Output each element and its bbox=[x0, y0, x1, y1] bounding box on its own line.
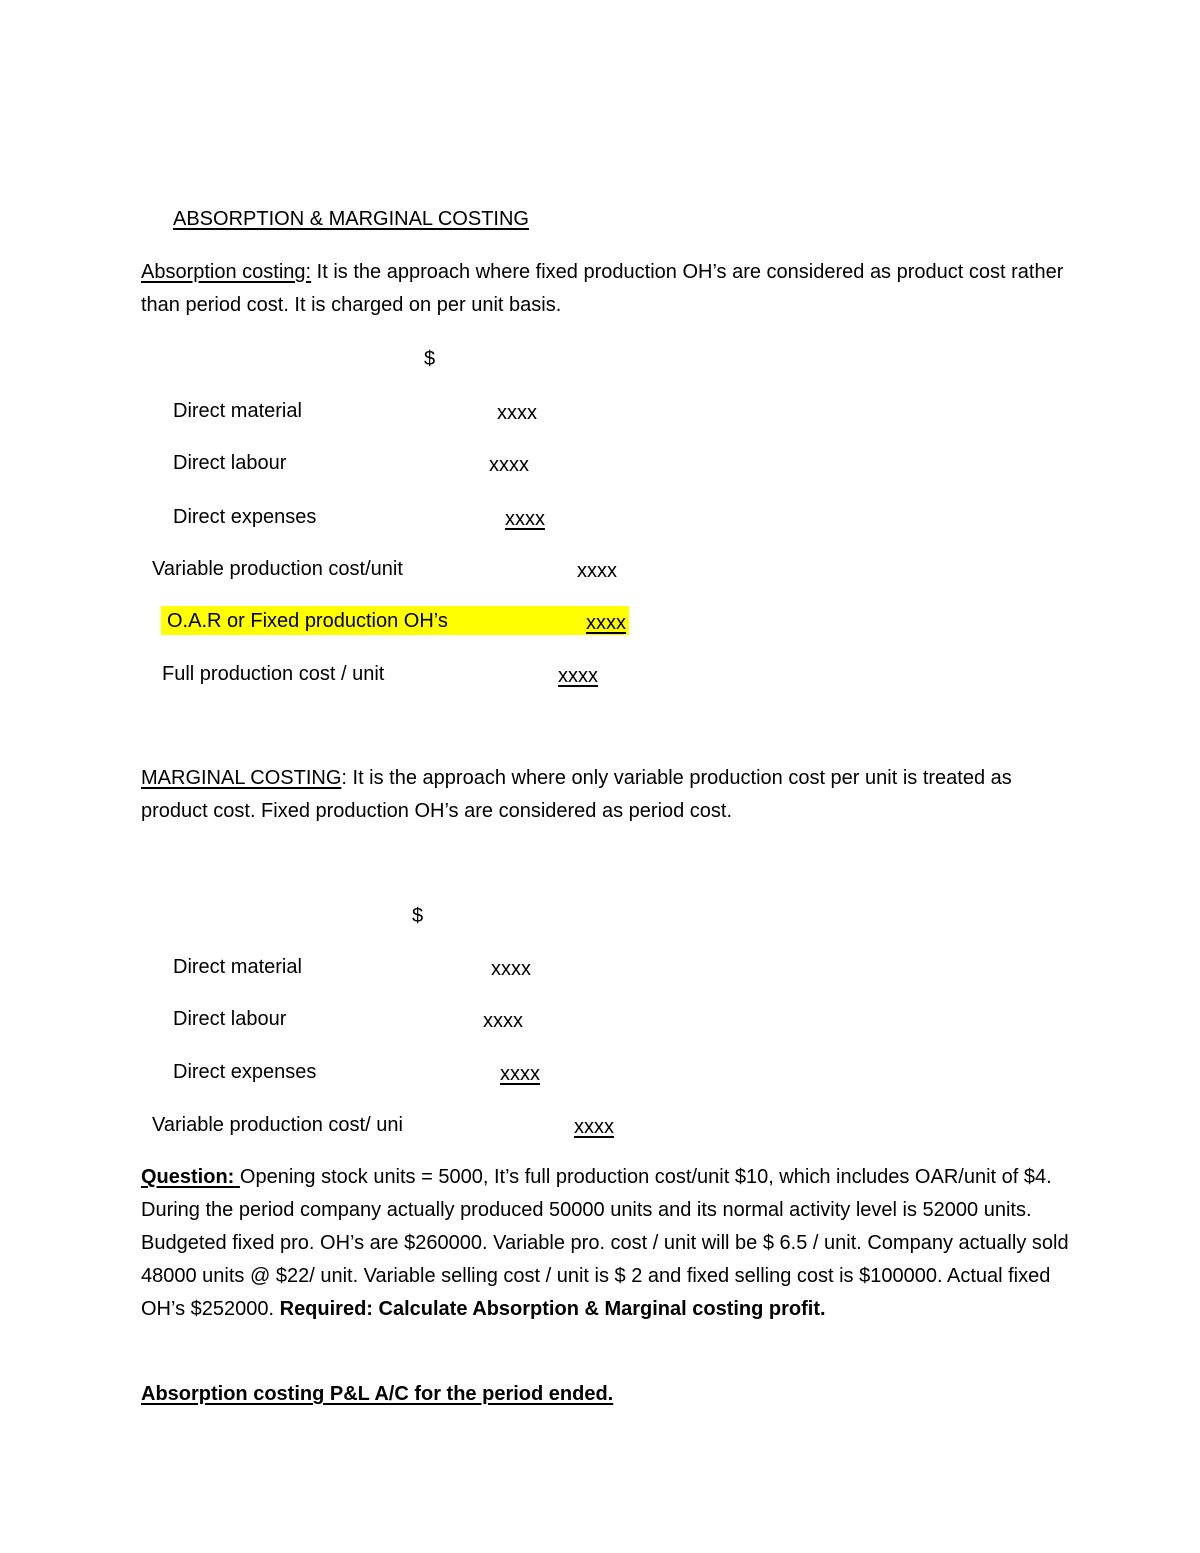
absorption-row-value: xxxx bbox=[497, 402, 537, 424]
marginal-definition-text: It is the approach where only variable production cost per unit is treated as product cost. Fixed production OH’s are considered as period cost. bbox=[141, 767, 1012, 822]
marginal-row-value: xxxx bbox=[483, 1010, 523, 1032]
marginal-row-label: Variable production cost/ uni bbox=[152, 1114, 403, 1136]
absorption-term: Absorption costing: bbox=[141, 261, 312, 283]
absorption-definition bbox=[141, 256, 1071, 322]
absorption-pl-heading: Absorption costing P&L A/C for the period ended. bbox=[141, 1383, 614, 1405]
absorption-row-label: Variable production cost/unit bbox=[152, 558, 403, 580]
absorption-row-label: Direct material bbox=[173, 400, 302, 422]
absorption-row-value: xxxx bbox=[505, 508, 545, 530]
question-body: Opening stock units = 5000, It’s full production cost/unit $10, which includes OAR/unit of $4. During the period company actually produced 50000 units and its normal activity level is 52000 units. Budgeted fixed pro. OH’s are $260000. Variable pro. cost / unit will be $ 6.5 / unit. Company actually sold 48000 units @ $22/ unit. Variable selling cost / unit is $ 2 and fixed selling cost is $100000. Actual fixed OH’s $252000. bbox=[141, 1166, 1069, 1320]
marginal-row-value: xxxx bbox=[500, 1063, 540, 1085]
absorption-currency-header: $ bbox=[424, 348, 436, 370]
marginal-row-label: Direct material bbox=[173, 956, 302, 978]
marginal-row-label: Direct expenses bbox=[173, 1061, 317, 1083]
marginal-colon: : bbox=[341, 767, 347, 789]
marginal-term: MARGINAL COSTING bbox=[141, 767, 342, 789]
question-required: Required: Calculate Absorption & Marginal costing profit. bbox=[274, 1298, 826, 1320]
absorption-definition-text: It is the approach where fixed production OH’s are considered as product cost rather than period cost. It is charged on per unit basis. bbox=[141, 261, 1064, 316]
page-title: ABSORPTION & MARGINAL COSTING bbox=[173, 208, 529, 230]
absorption-row-value: xxxx bbox=[577, 560, 617, 582]
question-paragraph bbox=[141, 1161, 1071, 1326]
marginal-row-value: xxxx bbox=[491, 958, 531, 980]
marginal-definition bbox=[141, 762, 1071, 828]
absorption-row-label: O.A.R or Fixed production OH’s bbox=[167, 610, 448, 632]
absorption-row-value: xxxx bbox=[489, 454, 529, 476]
marginal-row-label: Direct labour bbox=[173, 1008, 287, 1030]
absorption-row-value: xxxx bbox=[586, 612, 626, 634]
marginal-row-value: xxxx bbox=[574, 1116, 614, 1138]
absorption-row-label: Direct expenses bbox=[173, 506, 317, 528]
absorption-row-label: Full production cost / unit bbox=[162, 663, 385, 685]
absorption-row-value: xxxx bbox=[558, 665, 598, 687]
question-label: Question: bbox=[141, 1166, 235, 1188]
absorption-row-label: Direct labour bbox=[173, 452, 287, 474]
marginal-currency-header: $ bbox=[412, 905, 424, 927]
